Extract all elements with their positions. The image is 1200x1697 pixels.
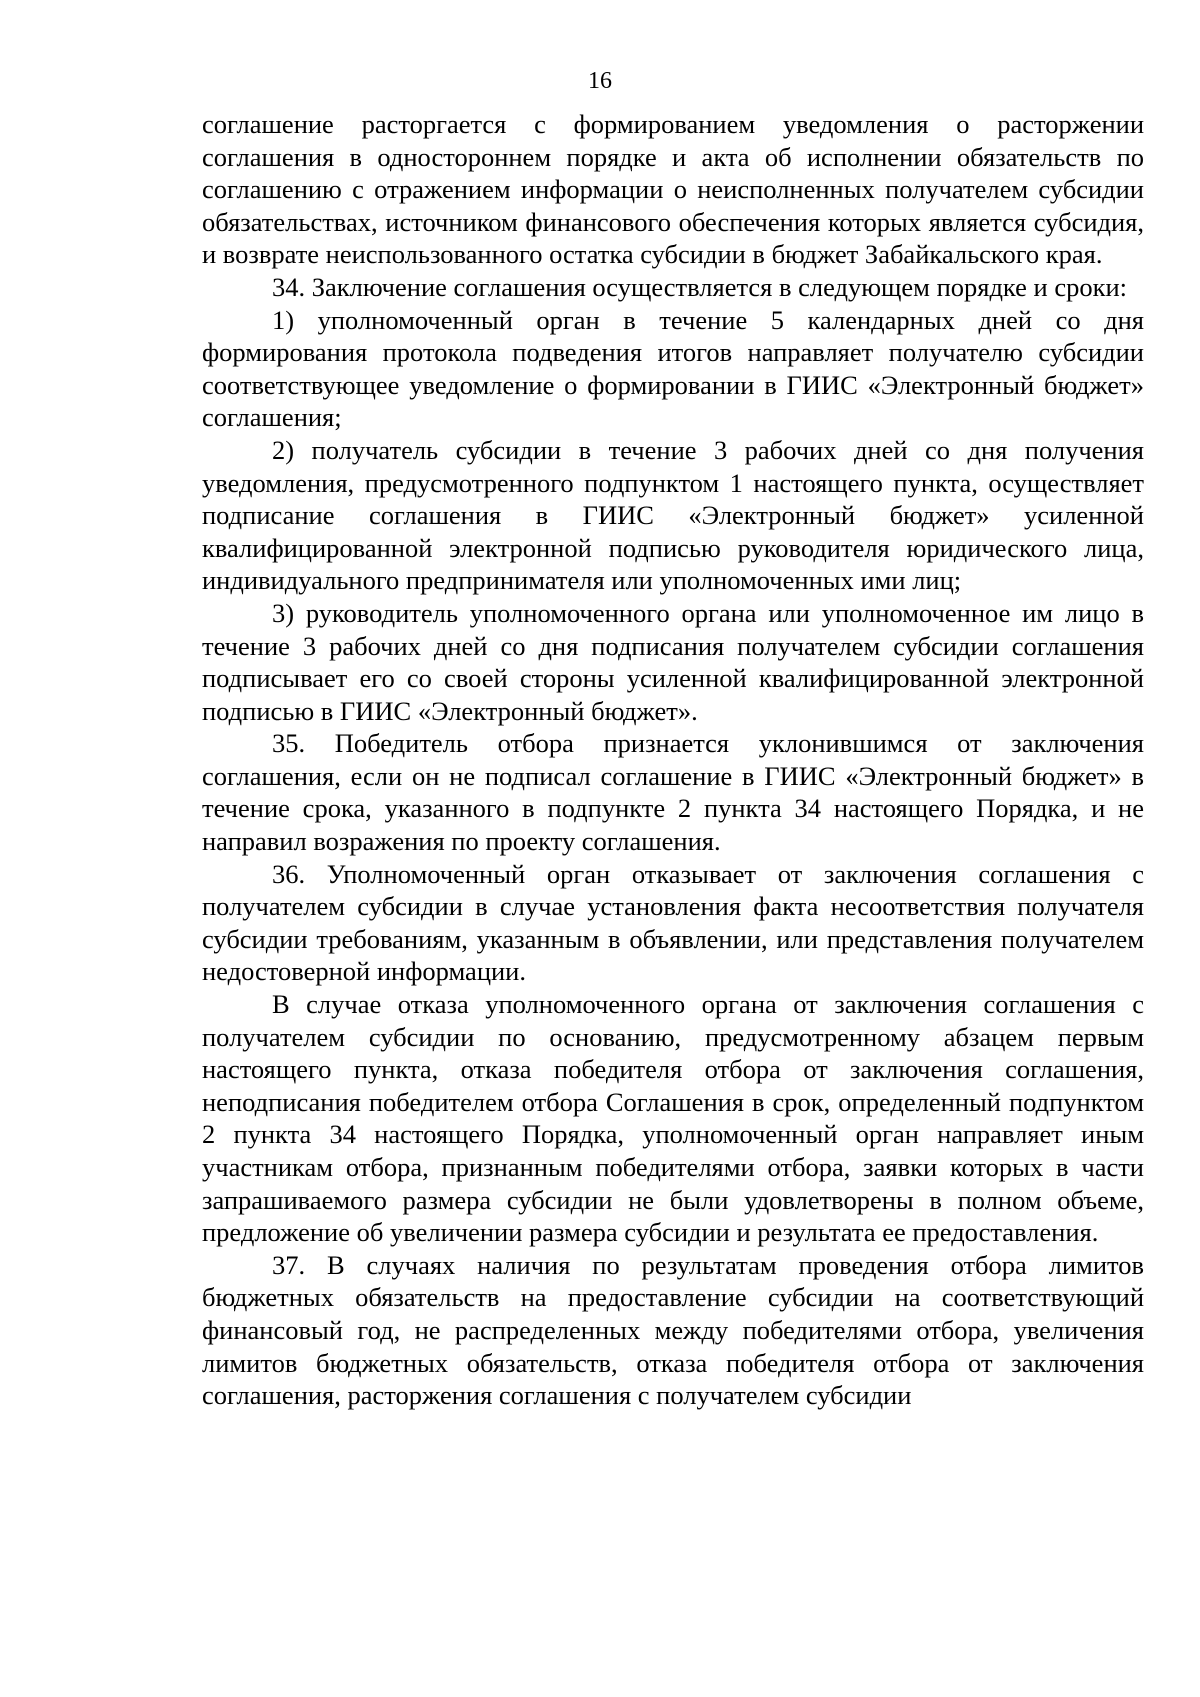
document-body [202, 108, 1144, 1412]
paragraph-subclause-2: 2) получатель субсидии в течение 3 рабочих дней со дня получения уведомления, предусмотренного подпунктом 1 настоящего пункта, осуществляет подписание соглашения в ГИИС «Электронный бюджет» усиленной квалифицированной электронной подписью руководителя юридического лица, индивидуального предпринимателя или уполномоченных ими лиц; [202, 434, 1144, 596]
paragraph-clause-36-second: В случае отказа уполномоченного органа от заключения соглашения с получателем субсидии по основанию, предусмотренному абзацем первым настоящего пункта, отказа победителя отбора от заключения соглашения, неподписания победителем отбора Соглашения в срок, определенный подпунктом 2 пункта 34 настоящего Порядка, уполномоченный орган направляет иным участникам отбора, признанным победителями отбора, заявки которых в части запрашиваемого размера субсидии не были удовлетворены в полном объеме, предложение об увеличении размера субсидии и результата ее предоставления. [202, 989, 1144, 1248]
paragraph-clause-37: 37. В случаях наличия по результатам проведения отбора лимитов бюджетных обязательств на предоставление субсидии на соответствующий финансовый год, не распределенных между победителями отбора, увеличения лимитов бюджетных обязательств, отказа победителя отбора от заключения соглашения, расторжения соглашения с получателем субсидии [202, 1249, 1144, 1411]
paragraph-clause-36: 36. Уполномоченный орган отказывает от заключения соглашения с получателем субсидии в случае установления факта несоответствия получателя субсидии требованиям, указанным в объявлении, или представления получателем недостоверной информации. [202, 858, 1144, 987]
paragraph-subclause-3: 3) руководитель уполномоченного органа или уполномоченное им лицо в течение 3 рабочих дней со дня подписания получателем субсидии соглашения подписывает его со своей стороны усиленной квалифицированной электронной подписью в ГИИС «Электронный бюджет». [202, 597, 1144, 726]
paragraph-clause-35: 35. Победитель отбора признается уклонившимся от заключения соглашения, если он не подписал соглашение в ГИИС «Электронный бюджет» в течение срока, указанного в подпункте 2 пункта 34 настоящего Порядка, и не направил возражения по проекту соглашения. [202, 728, 1144, 857]
page-number: 16 [588, 68, 612, 94]
paragraph-clause-34: 34. Заключение соглашения осуществляется в следующем порядке и сроки: [272, 271, 1128, 302]
paragraph-subclause-1: 1) уполномоченный орган в течение 5 календарных дней со дня формирования протокола подведения итогов направляет получателю субсидии соответствующее уведомление о формировании в ГИИС «Электронный бюджет» соглашения; [202, 304, 1144, 433]
paragraph-continuation: соглашение расторгается с формированием уведомления о расторжении соглашения в одностороннем порядке и акта об исполнении обязательств по соглашению с отражением информации о неисполненных получателем субсидии обязательствах, источником финансового обеспечения которых является субсидия, и возврате неиспользованного остатка субсидии в бюджет Забайкальского края. [202, 109, 1144, 270]
